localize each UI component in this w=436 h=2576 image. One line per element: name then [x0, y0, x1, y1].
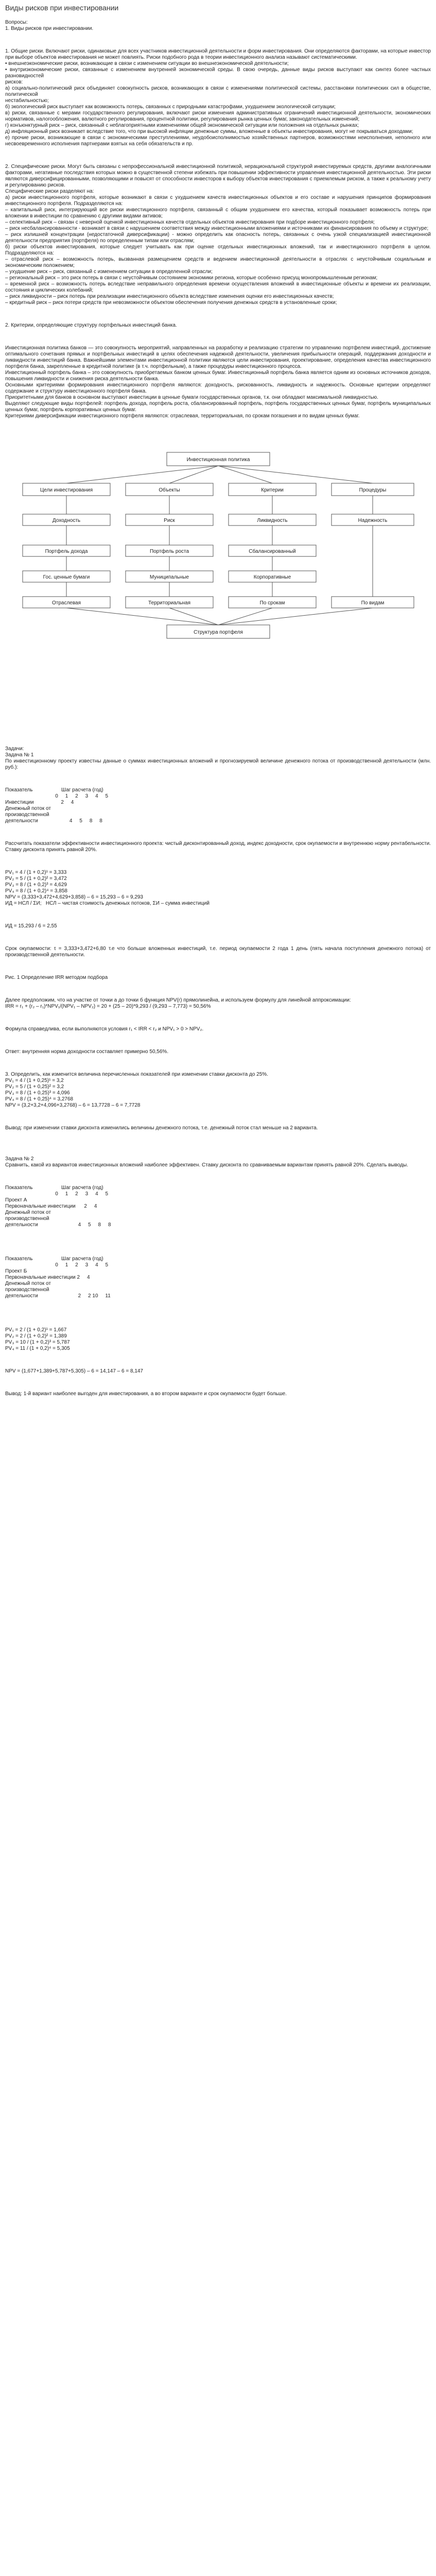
diagram-box: [23, 514, 110, 526]
text-line: Первоначальные инвестиции 2 4: [5, 1275, 90, 1280]
text-line: Проект Б: [5, 1268, 27, 1274]
diagram-box-label: Процедуры: [359, 487, 386, 493]
text-line: 0 1 2 3 4 5: [5, 1262, 109, 1268]
text-line: IRR = r₁ + (r₂ – r₁)*NPV₁/(NPV₁ – NPV₂) = 20 + (25 – 20)*9,293 / (9,293 – 7,773) = 50,56%: [5, 1004, 211, 1009]
diagram-box-label: Структура портфеля: [193, 630, 243, 635]
text-line: PV₃ = 8 / (1 + 0,25)³ = 4,096: [5, 1090, 70, 1096]
text-line: PV₁ = 4 / (1 + 0,2)¹ = 3,333: [5, 870, 67, 875]
text-line: [5, 1245, 431, 1251]
text-line: [5, 1174, 431, 1180]
text-line: Проект А: [5, 1197, 27, 1203]
text-line: – селективный риск – связан с неверной оценкой инвестиционных качеств отдельных объектов инвестирования при подборе инвестиционного портфеля;: [5, 219, 375, 225]
diagram-box-label: Цели инвестирования: [40, 487, 93, 493]
text-line: Денежный поток от: [5, 806, 51, 811]
text-line: [5, 1015, 431, 1021]
text-line: • внешнеэкономические риски, возникающие в связи с изменением ситуации во внешнеэкономической деятельности;: [5, 61, 289, 66]
text-line: производственной: [5, 1287, 49, 1293]
text-line: PV₃ = 8 / (1 + 0,2)³ = 4,629: [5, 882, 67, 888]
diagram-box: [23, 597, 110, 608]
diagram-box-label: По срокам: [259, 600, 285, 606]
text-line: 3. Определить, как изменится величина перечисленных показателей при изменении ставки дисконта до 25%.: [5, 1072, 268, 1077]
text-line: Денежный поток от: [5, 1281, 51, 1286]
diagram-box-label: Критерии: [260, 487, 284, 493]
text-line: Выделяют следующие виды портфелей: портфель дохода, портфель роста, сбалансированный портфель, портфель государственных ценных бумаг, портфель муниципальных ценных бумаг, портфель корпоративных ценных бумаг.: [5, 401, 431, 413]
text-line: [5, 1316, 431, 1322]
text-line: [5, 37, 431, 43]
connector-line: [218, 608, 373, 625]
text-line: 1. Виды рисков при инвестировании.: [5, 26, 94, 31]
portfolio-structure-diagram: [12, 447, 424, 643]
text-line: нестабильностью;: [5, 98, 49, 104]
diagram-box-label: Сбалансированный: [248, 549, 296, 554]
diagram-box-label: Муниципальные: [149, 574, 189, 580]
text-line: [5, 1357, 431, 1363]
text-line: Задача № 2: [5, 1156, 34, 1162]
text-line: – отраслевой риск – возможность потерь, вызванная размещением средств и ведением инвестиционной деятельности в отраслях с неустойчивым социальным и экономическим положением;: [5, 257, 431, 268]
text-line: [5, 334, 431, 340]
text-line: Вывод: 1-й вариант наиболее выгоден для инвестирования, а во втором варианте и срок окупаемости будет больше.: [5, 1391, 287, 1397]
text-line: NPV = (3,333+3,472+4,629+3,858) – 6 = 15,293 – 6 = 9,293: [5, 894, 143, 900]
diagram-box-label: Отраслевая: [51, 600, 81, 606]
diagram-box-label: Инвестиционная политика: [186, 457, 250, 463]
diagram-box: [332, 597, 414, 608]
text-line: [5, 1038, 431, 1044]
text-line: – риск излишней концентрации (недостаточной диверсификации) - можно определить как опасность потерь, связанных с очень узкой специализацией инвестиционной деятельности предприятия (портфеля) по определенным типам или отраслям;: [5, 232, 431, 244]
text-line: 0 1 2 3 4 5: [5, 1191, 109, 1197]
text-line: Далее предположим, что на участке от точки а до точки б функция NPV(r) прямолинейна, и используем формулу для линейной аппроксимации:: [5, 997, 351, 1003]
diagram-box: [167, 452, 270, 466]
text-line: – региональный риск – это риск потерь в связи с неустойчивым состоянием экономики региона, которые особенно присущ монопромышленным регионам;: [5, 275, 378, 281]
diagram-box-label: Риск: [163, 518, 175, 523]
text-line: Инвестиционный портфель банка – это совокупность приобретаемых банком ценных бумаг. Инвестиционный портфель банка является одним из основных источников доходов, повышения ликвидности и снижения риска деятельности банка.: [5, 370, 431, 382]
text-line: 0 1 2 3 4 5: [5, 793, 109, 799]
diagram-box-label: Объекты: [158, 487, 180, 493]
text-line: [5, 912, 431, 918]
text-line: д) инфляционный риск возникает вследствие того, что при высокой инфляции денежные суммы, вложенные в объекты инвестирования, могут не покрываться доходами;: [5, 129, 413, 134]
text-line: Формула справедлива, если выполняются условия r₁ < IRR < r₂ и NPV₁ > 0 > NPV₂.: [5, 1026, 204, 1032]
text-line: 1. Общие риски. Включают риски, одинаковые для всех участников инвестиционной деятельности и форм инвестирования. Они определяются факторами, на которые инвестор при выборе объектов инвестирования не может повлиять. Риски подобного рода в теории инвестиционного анализа называют систематическими.: [5, 48, 431, 60]
diagram-box: [126, 597, 213, 608]
diagram-box: [332, 483, 414, 496]
text-line: NPV = (3,2+3,2+4,096+3,2768) – 6 = 13,7728 – 6 = 7,7728: [5, 1103, 141, 1108]
text-line: е) прочие риски, возникающие в связи с экономическими преступлениями, неудобоисполнимостью хозяйственных партнеров, возможностями неисполнения, неполного или несвоевременного исполнения партнерами взятых на себя обязательств и пр.: [5, 135, 431, 147]
text-line: [5, 776, 431, 782]
text-line: Инвестиции 2 4: [5, 800, 74, 805]
text-line: PV₁ = 4 / (1 + 0,25)¹ = 3,2: [5, 1078, 64, 1083]
text-line: Рассчитать показатели эффективности инвестиционного проекта: чистый дисконтированный доход, индекс доходности, срок окупаемости и внутреннюю норму рентабельности. Ставку дисконта принять равной 20%.: [5, 841, 431, 853]
connector-line: [218, 466, 272, 483]
text-line: PV₄ = 11 / (1 + 0,2)⁴ = 5,305: [5, 1346, 70, 1351]
section-risks: [5, 20, 431, 419]
text-line: Инвестиционная политика банков — это совокупность мероприятий, направленных на разработку и реализацию стратегии по управлению портфелем инвестиций, достижение оптимального сочетания прямых и портфельных инвестиций в целях обеспечения надежной деятельности, увеличения прибыльности операций, поддержания доходности и ликвидности инвестиций банка. Важнейшими элементами инвестиционной политики являются цели инвестирования, проектирование, определения качества инвестиционного портфеля банка, закрепленные в кредитной политике (в т.ч. портфельным), а также процедуры инвестиционного процесса.: [5, 345, 431, 369]
text-line: Вопросы:: [5, 20, 28, 25]
text-line: Основными критериями формирования инвестиционного портфеля являются: доходность, рискованность, ликвидность и надежность. Основные критерии определяют содержание и структуру инвестиционного портфеля банка.: [5, 382, 431, 394]
text-line: PV₂ = 5 / (1 + 0,25)² = 3,2: [5, 1084, 64, 1090]
diagram-box: [229, 483, 316, 496]
page-title: Виды рисков при инвестировании: [5, 4, 119, 12]
text-line: PV₂ = 5 / (1 + 0,2)² = 3,472: [5, 876, 67, 882]
text-line: Вывод: при изменении ставки дисконта изменились величины денежного потока, т.е. денежный поток стал меньше на 2 варианта.: [5, 1125, 318, 1131]
diagram-box-label: Надежность: [358, 518, 387, 523]
diagram-box-label: Территориальная: [148, 600, 190, 606]
connector-line: [66, 608, 218, 625]
diagram-box: [167, 625, 270, 638]
text-line: ИД = НСЛ / ΣИ; НСЛ – чистая стоимость денежных потоков, ΣИ – сумма инвестиций: [5, 901, 210, 906]
text-line: Показатель Шаг расчета (год): [5, 787, 103, 793]
text-line: – временной риск – возможность потерь вследствие неправильного определения времени осуществления вложений в инвестиционные объекты и времени их реализации, состояния и циклических колебаний;: [5, 281, 431, 293]
text-line: Приоритетными для банков в основном выступают инвестиции в ценные бумаги государственных органов, т.к. они обладают максимальной ликвидностью.: [5, 395, 378, 400]
text-line: Сравнить, какой из вариантов инвестиционных вложений наиболее эффективен. Ставку дисконта по сравниваемым вариантам принять равной 20%. Сделать выводы.: [5, 1162, 408, 1168]
diagram-box: [229, 571, 316, 582]
diagram-box: [332, 514, 414, 526]
text-line: [5, 986, 431, 992]
diagram-box: [126, 483, 213, 496]
text-line: [5, 152, 431, 159]
text-line: деятельности 4 5 8 8: [5, 818, 102, 824]
text-line: [5, 963, 431, 970]
text-line: [5, 1304, 431, 1311]
text-line: – кредитный риск – риск потери средств при невозможности объектом обеспечения получения денежных средств в установленные сроки;: [5, 300, 337, 306]
diagram-box: [229, 514, 316, 526]
text-line: – капитальный риск, интегрирующий все риски инвестиционного портфеля, связанный с общим ухудшением его качества, который показывает возможность потерь при вложении в инвестиции по сравнению с другими видами активов;: [5, 207, 431, 219]
text-line: деятельности 2 2 10 11: [5, 1293, 111, 1299]
diagram-box-label: Доходность: [52, 518, 80, 523]
text-line: производственной: [5, 1216, 49, 1222]
diagram-box-label: Портфель дохода: [45, 549, 88, 554]
text-line: г) конъюнктурный риск – риск, связанный с неблагоприятными изменениями общей экономической ситуации или положения на отдельных рынках;: [5, 123, 359, 128]
text-line: [5, 829, 431, 836]
text-line: PV₁ = 2 / (1 + 0,2)¹ = 1,667: [5, 1327, 67, 1333]
text-line: 2. Критерии, определяющие структуру портфельных инвестиций банка.: [5, 323, 177, 328]
text-line: 2. Специфические риски. Могут быть связаны с непрофессиональной инвестиционной политикой, нерациональной структурой инвестируемых средств, другими аналогичными факторами, негативные последствия которых можно в существенной степени избежать при повышении эффективности управления инвестиционной деятельностью. Эти риски являются диверсифицированными, позволяющими и повысят от способности инвесторов к выбору объектов инвестирования с приемлемым риском, а также к реальному учету и регулированию рисков.: [5, 164, 431, 188]
text-line: Показатель Шаг расчета (год): [5, 1256, 103, 1262]
text-line: Специфические риски разделяют на:: [5, 189, 94, 194]
text-line: • внутриэкономические риски, связанные с изменением внутренней экономической среды. В свою очередь, данные виды рисков выступают как синтез более частных разновидностей: [5, 67, 431, 79]
text-line: PV₃ = 10 / (1 + 0,2)³ = 5,787: [5, 1340, 70, 1345]
text-line: Задачи:: [5, 746, 24, 752]
connector-line: [66, 466, 218, 483]
diagram-box-label: Портфель роста: [149, 549, 189, 554]
diagram-box: [229, 545, 316, 556]
diagram-box: [126, 514, 213, 526]
text-line: [5, 858, 431, 865]
text-line: NPV = (1,677+1,389+5,787+5,305) – 6 = 14,147 – 6 = 8,147: [5, 1368, 143, 1374]
text-line: [5, 935, 431, 941]
text-line: PV₄ = 8 / (1 + 0,25)⁴ = 3,2768: [5, 1096, 74, 1102]
diagram-box: [126, 545, 213, 556]
text-line: производственной: [5, 812, 49, 818]
diagram-box: [229, 597, 316, 608]
text-line: Первоначальные инвестиции 2 4: [5, 1204, 97, 1209]
diagram-box-label: Гос. ценные бумаги: [43, 574, 90, 580]
text-line: б) риски объектов инвестирования, которые следует учитывать как при оценке отдельных инвестиционных вложений, так и инвестиционного портфеля в целом. Подразделяются на:: [5, 244, 431, 256]
text-line: рисков:: [5, 79, 23, 85]
text-line: ИД = 15,293 / 6 = 2,55: [5, 923, 57, 929]
section-task-2: [5, 1156, 431, 1397]
text-line: [5, 311, 431, 317]
text-line: в) риски, связанные с мерами государственного регулирования, включают риски изменения административных ограничений инвестиционной деятельности, экономических нормативов, налогообложения, валютного регулирования, процентной политики, регулирования рынка ценных бумаг, законодательных изменений;: [5, 110, 431, 122]
text-line: По инвестиционному проекту известны данные о суммах инвестиционных вложений и прогнозируемой величине денежного потока от производственной деятельности (млн. руб.):: [5, 758, 431, 770]
text-line: а) социально-политический риск объединяет совокупность рисков, возникающих в связи с изменениями политической системы, расстановки политических сил в обществе, политической: [5, 86, 431, 97]
text-line: [5, 1114, 431, 1120]
text-line: Критериями диверсификации инвестиционного портфеля являются: отраслевая, территориальная, по срокам погашения и по видам ценных бумаг.: [5, 413, 360, 419]
text-line: [5, 1233, 431, 1240]
text-line: б) экологический риск выступает как возможность потерь, связанных с природными катастрофами, ухудшением экологической ситуации;: [5, 104, 336, 110]
text-line: Показатель Шаг расчета (год): [5, 1185, 103, 1191]
text-line: Задача № 1: [5, 752, 34, 758]
text-line: а) риски инвестиционного портфеля, которые возникают в связи с ухудшением качеств инвестиционных объектов и его составе и нарушения принципов формирования инвестиционного портфеля. Подразделяются на:: [5, 195, 431, 207]
text-line: PV₂ = 2 / (1 + 0,2)² = 1,389: [5, 1333, 67, 1339]
text-line: – риск ликвидности – риск потерь при реализации инвестиционного объекта вследствие изменения оценки его инвестиционных качеств;: [5, 294, 334, 299]
connector-line: [218, 466, 373, 483]
section-task-1: [5, 746, 431, 1131]
diagram-box-label: Корпоративные: [253, 574, 291, 580]
connector-line: [218, 608, 272, 625]
text-line: [5, 1060, 431, 1066]
text-line: Ответ: внутренняя норма доходности составляет примерно 50,56%.: [5, 1049, 169, 1055]
text-line: PV₄ = 8 / (1 + 0,2)⁴ = 3,858: [5, 888, 67, 894]
diagram-box: [23, 571, 110, 582]
diagram-box-label: Ликвидность: [256, 518, 288, 523]
diagram-box-label: По видам: [361, 600, 384, 606]
diagram-box: [23, 483, 110, 496]
text-line: Денежный поток от: [5, 1210, 51, 1215]
text-line: – риск несбалансированности - возникает в связи с нарушением соответствия между инвестиционными вложениями и источниками их финансирования по объему и структуре;: [5, 226, 429, 231]
text-line: Срок окупаемости: τ = 3,333+3,472+6,80 т.е что больше вложенных инвестиций, т.е. период окупаемости 2 года 1 день (пять начала поступления денежного потока) от производственной деятельности.: [5, 946, 431, 958]
text-line: деятельности 4 5 8 8: [5, 1222, 111, 1228]
diagram-box: [23, 545, 110, 556]
text-line: [5, 1380, 431, 1386]
text-line: – ухудшение риск – риск, связанный с изменением ситуации в определенной отрасли;: [5, 269, 213, 275]
text-line: Рис. 1 Определение IRR методом подбора: [5, 975, 108, 980]
diagram-box: [126, 571, 213, 582]
